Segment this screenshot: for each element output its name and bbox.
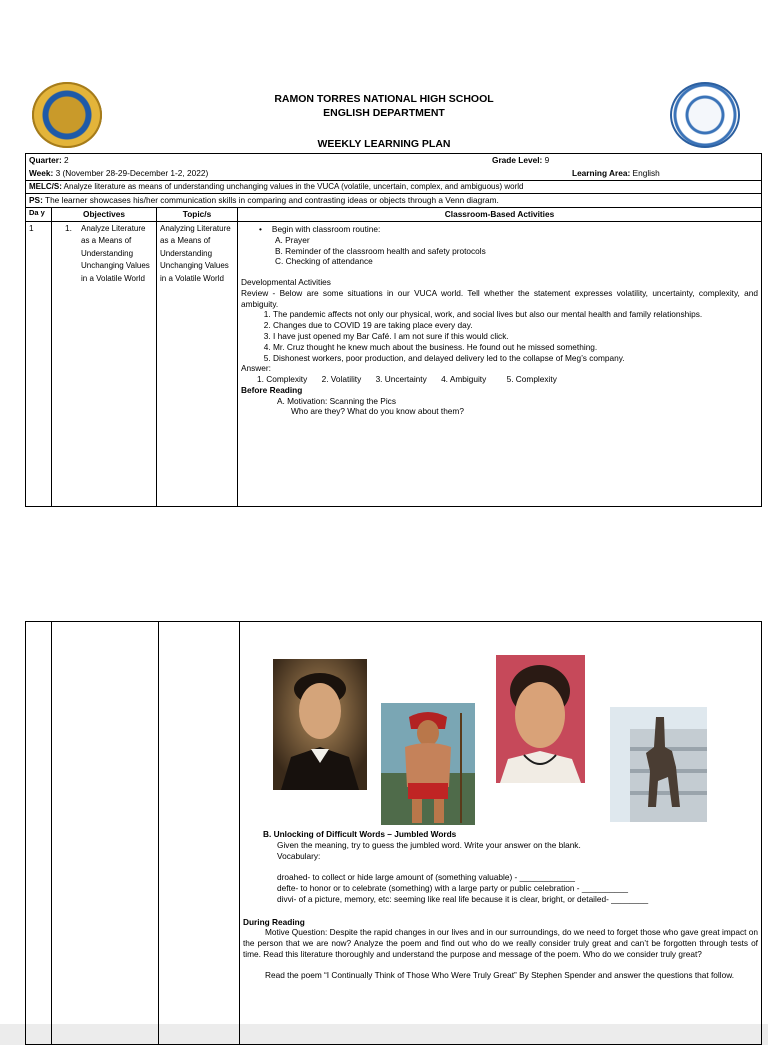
review-item: 2. Changes due to COVID 19 are taking place every day.	[273, 320, 758, 331]
week-value: 3 (November 28-29-December 1-2, 2022)	[53, 168, 209, 178]
review-item: 4. Mr. Cruz thought he knew much about the business. He found out he missed something.	[273, 342, 758, 353]
portrait-woman-picture	[496, 655, 585, 783]
routine-bullet: • Begin with classroom routine:	[259, 223, 381, 234]
review-item: 5. Dishonest workers, poor production, and delayed delivery led to the collapse of Meg’s company.	[273, 353, 758, 364]
routine-title: Begin with classroom routine:	[271, 223, 381, 234]
answer-item: 1. Complexity	[257, 374, 308, 385]
week-label: Week:	[29, 168, 54, 178]
answer-item: 2. Volatility	[321, 374, 362, 385]
info-row-quarter	[26, 154, 762, 168]
routine-item: B. Reminder of the classroom health and safety protocols	[275, 245, 486, 256]
learning-area-value: English	[630, 168, 660, 178]
learning-area-label: Learning Area:	[572, 168, 631, 178]
vocabulary-list	[243, 872, 758, 904]
portrait-man-picture	[273, 659, 367, 790]
answer-item: 5. Complexity	[506, 374, 557, 385]
objective-text: Analyze Literature as a Means of Understanding Unchanging Values in a Volatile World	[81, 223, 150, 283]
motivation-title: A. Motivation: Scanning the Pics	[277, 395, 396, 406]
melc-label: MELC/S:	[29, 182, 62, 191]
vocabulary-item: droahed- to collect or hide large amount of (something valuable) - ____________	[277, 872, 575, 883]
review-item: 1. The pandemic affects not only our physical, work, and social lives but also our mental health and family relationships.	[273, 309, 758, 320]
school-name: RAMON TORRES NATIONAL HIGH SCHOOL	[274, 93, 494, 105]
answer-item: 4. Ambiguity	[441, 374, 487, 385]
unlocking-title: B. Unlocking of Difficult Words – Jumbled Words	[263, 829, 457, 839]
reading-instructions: Read the poem “I Continually Think of Those Who Were Truly Great” By Stephen Spender and answer the questions that follow.	[265, 969, 735, 980]
vocabulary-item: defte- to honor or to celebrate (something) with a large party or public celebration - __________	[277, 883, 628, 894]
info-row-week	[26, 167, 762, 181]
answer-item: 3. Uncertainty	[375, 374, 427, 385]
objectives-column-header: Objectives	[52, 208, 157, 222]
objectives-cell	[52, 221, 157, 506]
ps-label: PS:	[29, 195, 43, 206]
review-item: 3. I have just opened my Bar Café. I am not sure if this would click.	[273, 331, 758, 342]
developmental-title: Developmental Activities	[241, 277, 331, 288]
objective-number: 1.	[65, 222, 72, 233]
plan-title: WEEKLY LEARNING PLAN	[317, 138, 451, 150]
learning-plan-table	[25, 153, 762, 507]
answer-list	[241, 374, 758, 385]
learning-plan-table-continued	[25, 621, 762, 1045]
column-header-row	[26, 208, 762, 222]
warrior-painting-picture	[381, 703, 475, 825]
review-list	[241, 309, 758, 363]
info-row-ps	[26, 194, 762, 208]
motive-question: Motive Question: Despite the rapid changes in our lives and in our surroundings, do we need to forget those who gave great impact on the person that we are now? Analyze the poem and find out who do we really consider truly great and can’t be forgotten through tests of time. Read this literature thoroughly and understand the purpose and message of the poem. Who do we consider truly great?	[243, 927, 758, 960]
vocabulary-title: Vocabulary:	[277, 850, 321, 861]
info-row-melc	[26, 181, 762, 194]
answer-title: Answer:	[241, 363, 271, 374]
vocabulary-item: divvi- of a picture, memory, etc: seeming like real life because it is clear, bright, or detailed- ________	[277, 893, 649, 904]
melc-value: Analyze literature as means of understanding unchanging values in the VUCA (volatile, uncertain, complex, and ambiguous) world	[61, 182, 524, 191]
day-1-row	[26, 221, 762, 506]
topics-column-header: Topic/s	[157, 208, 238, 222]
day-cell-empty	[26, 622, 52, 1045]
ps-value: The learner showcases his/her communication skills in comparing and contrasting ideas or objects through a Venn diagram.	[42, 195, 499, 206]
equestrian-statue-picture	[610, 707, 707, 822]
day-1-row-continued	[26, 622, 762, 1045]
day-column-header: Da y	[26, 208, 52, 222]
unlocking-instructions: Given the meaning, try to guess the jumbled word. Write your answer on the blank.	[277, 839, 581, 850]
department-name: ENGLISH DEPARTMENT	[323, 107, 445, 119]
activities-cell	[238, 221, 762, 506]
routine-item: C. Checking of attendance	[275, 256, 373, 267]
routine-item: A. Prayer	[275, 234, 310, 245]
during-reading-title: During Reading	[243, 916, 305, 927]
grade-level-value: 9	[542, 155, 550, 165]
motivation-question: Who are they? What do you know about them?	[291, 406, 464, 417]
grade-level-label: Grade Level:	[492, 155, 543, 165]
topic-text: Analyzing Literature as a Means of Understanding Unchanging Values in a Volatile World	[157, 221, 238, 506]
quarter-value: 2	[61, 155, 69, 165]
objectives-cell-empty	[52, 622, 159, 1045]
quarter-label: Quarter:	[29, 155, 62, 165]
day-number: 1	[26, 221, 52, 506]
review-text: Review - Below are some situations in our VUCA world. Tell whether the statement expresses volatility, uncertainty, complexity, and ambiguity.	[241, 287, 758, 309]
before-reading-title: Before Reading	[241, 384, 303, 395]
activities-column-header: Classroom-Based Activities	[238, 208, 762, 222]
topic-cell-empty	[159, 622, 240, 1045]
